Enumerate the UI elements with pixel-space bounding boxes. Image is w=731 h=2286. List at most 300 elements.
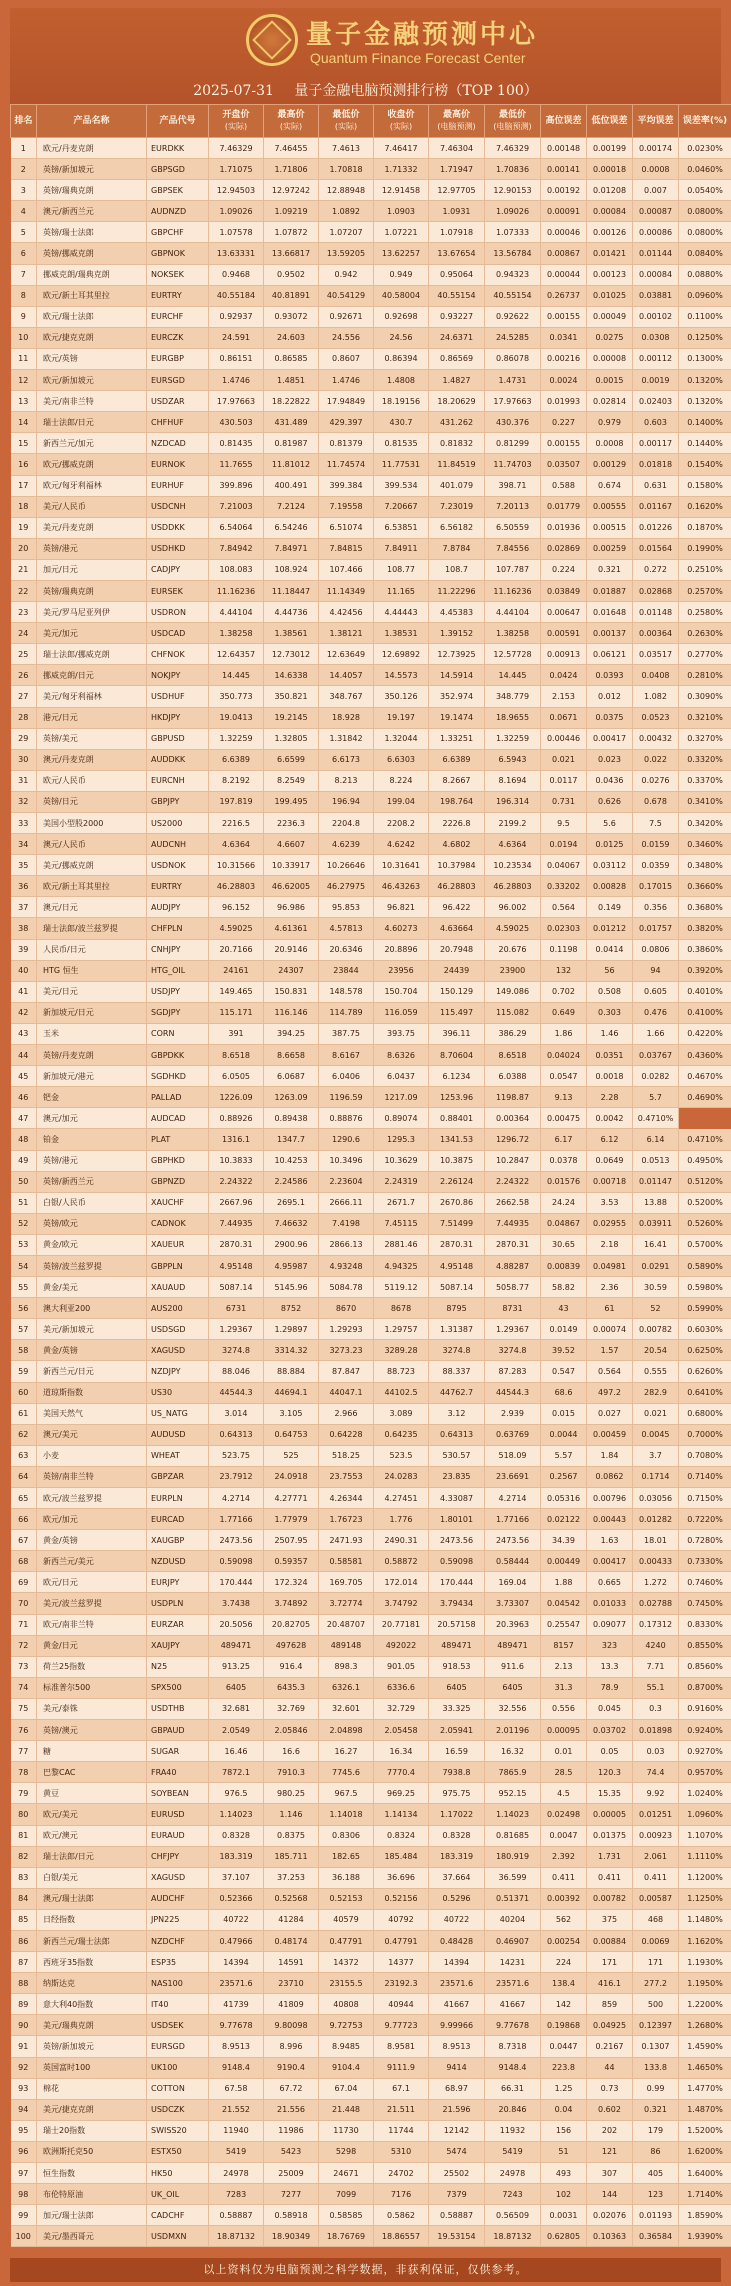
rank-cell: 73 bbox=[11, 1656, 37, 1677]
low-price-cell: 1.29293 bbox=[319, 1319, 374, 1340]
table-row bbox=[11, 1108, 731, 1129]
error-rate-cell: 0.8550% bbox=[679, 1635, 731, 1656]
table-row bbox=[11, 834, 731, 855]
predicted-low-cell: 0.92622 bbox=[485, 306, 541, 327]
table-row bbox=[11, 559, 731, 580]
high-error-cell: 0.02122 bbox=[541, 1509, 587, 1530]
product-code-cell: GBPPLN bbox=[147, 1255, 209, 1276]
avg-error-cell: 0.272 bbox=[633, 559, 679, 580]
predicted-high-cell: 10.37984 bbox=[429, 855, 485, 876]
rank-cell: 87 bbox=[11, 1952, 37, 1973]
rank-cell: 15 bbox=[11, 433, 37, 454]
product-code-cell: EURPLN bbox=[147, 1488, 209, 1509]
rank-cell: 60 bbox=[11, 1382, 37, 1403]
open-price-cell: 10.3833 bbox=[209, 1150, 264, 1171]
close-price-cell: 1.32044 bbox=[374, 728, 429, 749]
close-price-cell: 1.71332 bbox=[374, 159, 429, 180]
high-price-cell: 32.769 bbox=[264, 1698, 319, 1719]
low-error-cell: 0.00515 bbox=[587, 517, 633, 538]
open-price-cell: 4.6364 bbox=[209, 834, 264, 855]
close-price-cell: 20.8896 bbox=[374, 939, 429, 960]
product-code-cell: CNHJPY bbox=[147, 939, 209, 960]
rank-cell: 21 bbox=[11, 559, 37, 580]
high-error-cell: 0.00155 bbox=[541, 306, 587, 327]
low-price-cell: 8670 bbox=[319, 1298, 374, 1319]
brand-name-en: Quantum Finance Forecast Center bbox=[310, 50, 526, 66]
predicted-high-cell: 21.596 bbox=[429, 2099, 485, 2120]
close-price-cell: 1.4808 bbox=[374, 370, 429, 391]
table-row bbox=[11, 1277, 731, 1298]
rank-cell: 92 bbox=[11, 2057, 37, 2078]
high-error-cell: 43 bbox=[541, 1298, 587, 1319]
open-price-cell: 9148.4 bbox=[209, 2057, 264, 2078]
low-price-cell: 3273.23 bbox=[319, 1340, 374, 1361]
rank-cell: 72 bbox=[11, 1635, 37, 1656]
product-name-cell: 美元/瑞典克朗 bbox=[37, 2015, 147, 2036]
avg-error-cell: 0.17015 bbox=[633, 876, 679, 897]
open-price-cell: 44544.3 bbox=[209, 1382, 264, 1403]
rank-cell: 36 bbox=[11, 876, 37, 897]
high-error-cell: 0.0044 bbox=[541, 1424, 587, 1445]
predicted-high-cell: 2870.31 bbox=[429, 1234, 485, 1255]
avg-error-cell: 133.8 bbox=[633, 2057, 679, 2078]
product-code-cell: WHEAT bbox=[147, 1445, 209, 1466]
table-row bbox=[11, 960, 731, 981]
product-name-cell: 澳元/加元 bbox=[37, 1108, 147, 1129]
close-price-cell: 96.821 bbox=[374, 897, 429, 918]
low-error-cell: 0.03112 bbox=[587, 855, 633, 876]
product-code-cell: AUDUSD bbox=[147, 1424, 209, 1445]
rank-cell: 99 bbox=[11, 2205, 37, 2226]
predicted-high-cell: 1.07918 bbox=[429, 222, 485, 243]
predicted-low-cell: 1.14023 bbox=[485, 1804, 541, 1825]
close-price-cell: 24702 bbox=[374, 2163, 429, 2184]
avg-error-cell: 0.00174 bbox=[633, 138, 679, 159]
high-price-cell: 497628 bbox=[264, 1635, 319, 1656]
product-code-cell: USDCNH bbox=[147, 496, 209, 517]
high-price-cell: 431.489 bbox=[264, 412, 319, 433]
product-name-cell: 英镑/日元 bbox=[37, 791, 147, 812]
low-price-cell: 13.59205 bbox=[319, 243, 374, 264]
predicted-high-cell: 12.97705 bbox=[429, 180, 485, 201]
predicted-high-cell: 2.26124 bbox=[429, 1171, 485, 1192]
close-price-cell: 14.5573 bbox=[374, 665, 429, 686]
low-error-cell: 0.00884 bbox=[587, 1930, 633, 1951]
product-name-cell: 意大利40指数 bbox=[37, 1994, 147, 2015]
high-error-cell: 0.731 bbox=[541, 791, 587, 812]
low-price-cell: 20.6346 bbox=[319, 939, 374, 960]
product-name-cell: 美元/波兰兹罗提 bbox=[37, 1593, 147, 1614]
low-error-cell: 0.00718 bbox=[587, 1171, 633, 1192]
rank-cell: 30 bbox=[11, 749, 37, 770]
predicted-high-cell: 530.57 bbox=[429, 1445, 485, 1466]
product-name-cell: 美国小型股2000 bbox=[37, 813, 147, 834]
low-price-cell: 11.14349 bbox=[319, 580, 374, 601]
predicted-low-cell: 6.0388 bbox=[485, 1066, 541, 1087]
avg-error-cell: 7.5 bbox=[633, 813, 679, 834]
open-price-cell: 149.465 bbox=[209, 981, 264, 1002]
low-price-cell: 36.188 bbox=[319, 1867, 374, 1888]
product-code-cell: USDNOK bbox=[147, 855, 209, 876]
predicted-high-cell: 170.444 bbox=[429, 1572, 485, 1593]
product-code-cell: EURCAD bbox=[147, 1509, 209, 1530]
table-row bbox=[11, 1340, 731, 1361]
low-error-cell: 0.012 bbox=[587, 686, 633, 707]
avg-error-cell: 0.0513 bbox=[633, 1150, 679, 1171]
error-rate-cell: 0.0960% bbox=[679, 285, 731, 306]
table-row bbox=[11, 1382, 731, 1403]
open-price-cell: 11.16236 bbox=[209, 580, 264, 601]
open-price-cell: 13.63331 bbox=[209, 243, 264, 264]
predicted-high-cell: 12.73925 bbox=[429, 644, 485, 665]
predicted-low-cell: 1.4731 bbox=[485, 370, 541, 391]
product-code-cell: USDCAD bbox=[147, 623, 209, 644]
high-error-cell: 0.05316 bbox=[541, 1488, 587, 1509]
predicted-high-cell: 108.7 bbox=[429, 559, 485, 580]
predicted-high-cell: 1.39152 bbox=[429, 623, 485, 644]
avg-error-cell: 0.00084 bbox=[633, 264, 679, 285]
low-price-cell: 182.65 bbox=[319, 1846, 374, 1867]
low-price-cell: 6326.1 bbox=[319, 1677, 374, 1698]
open-price-cell: 11940 bbox=[209, 2120, 264, 2141]
avg-error-cell: 0.0045 bbox=[633, 1424, 679, 1445]
predicted-high-cell: 4.95148 bbox=[429, 1255, 485, 1276]
table-row bbox=[11, 370, 731, 391]
avg-error-cell: 0.555 bbox=[633, 1361, 679, 1382]
predicted-high-cell: 975.75 bbox=[429, 1783, 485, 1804]
product-code-cell: NOKJPY bbox=[147, 665, 209, 686]
high-price-cell: 0.9502 bbox=[264, 264, 319, 285]
product-name-cell: 加元/瑞士法郎 bbox=[37, 2205, 147, 2226]
open-price-cell: 11.7655 bbox=[209, 454, 264, 475]
predicted-low-cell: 7243 bbox=[485, 2184, 541, 2205]
close-price-cell: 430.7 bbox=[374, 412, 429, 433]
high-price-cell: 4.44736 bbox=[264, 602, 319, 623]
table-row bbox=[11, 517, 731, 538]
table-row bbox=[11, 1192, 731, 1213]
product-code-cell: SOYBEAN bbox=[147, 1783, 209, 1804]
product-code-cell: XAGUSD bbox=[147, 1340, 209, 1361]
error-rate-cell: 0.6250% bbox=[679, 1340, 731, 1361]
product-name-cell: 英镑/港元 bbox=[37, 1150, 147, 1171]
avg-error-cell: 0.00782 bbox=[633, 1319, 679, 1340]
error-rate-cell: 0.4360% bbox=[679, 1045, 731, 1066]
rank-cell: 41 bbox=[11, 981, 37, 1002]
rank-cell: 54 bbox=[11, 1255, 37, 1276]
predicted-high-cell: 7379 bbox=[429, 2184, 485, 2205]
high-price-cell: 8752 bbox=[264, 1298, 319, 1319]
low-price-cell: 1.4746 bbox=[319, 370, 374, 391]
rank-cell: 76 bbox=[11, 1720, 37, 1741]
high-error-cell: 0.33202 bbox=[541, 876, 587, 897]
table-row bbox=[11, 2099, 731, 2120]
predicted-high-cell: 1.0931 bbox=[429, 201, 485, 222]
high-price-cell: 67.72 bbox=[264, 2078, 319, 2099]
predicted-low-cell: 1.09026 bbox=[485, 201, 541, 222]
high-error-cell: 0.00647 bbox=[541, 602, 587, 623]
close-price-cell: 0.92698 bbox=[374, 306, 429, 327]
avg-error-cell: 0.03911 bbox=[633, 1213, 679, 1234]
product-code-cell: EURTRY bbox=[147, 285, 209, 306]
low-error-cell: 78.9 bbox=[587, 1677, 633, 1698]
predicted-low-cell: 14.445 bbox=[485, 665, 541, 686]
predicted-high-cell: 396.11 bbox=[429, 1023, 485, 1044]
close-price-cell: 199.04 bbox=[374, 791, 429, 812]
low-price-cell: 4.93248 bbox=[319, 1255, 374, 1276]
product-code-cell: USDMXN bbox=[147, 2226, 209, 2247]
open-price-cell: 1.77166 bbox=[209, 1509, 264, 1530]
open-price-cell: 0.64313 bbox=[209, 1424, 264, 1445]
predicted-low-cell: 3.73307 bbox=[485, 1593, 541, 1614]
low-price-cell: 46.27975 bbox=[319, 876, 374, 897]
avg-error-cell: 0.03881 bbox=[633, 285, 679, 306]
high-error-cell: 0.02869 bbox=[541, 538, 587, 559]
high-price-cell: 2236.3 bbox=[264, 813, 319, 834]
predicted-low-cell: 12.57728 bbox=[485, 644, 541, 665]
product-code-cell: UK100 bbox=[147, 2057, 209, 2078]
avg-error-cell: 13.88 bbox=[633, 1192, 679, 1213]
open-price-cell: 913.25 bbox=[209, 1656, 264, 1677]
predicted-low-cell: 169.04 bbox=[485, 1572, 541, 1593]
high-error-cell: 0.015 bbox=[541, 1403, 587, 1424]
open-price-cell: 0.92937 bbox=[209, 306, 264, 327]
table-row bbox=[11, 412, 731, 433]
error-rate-cell: 0.8330% bbox=[679, 1614, 731, 1635]
avg-error-cell: 0.476 bbox=[633, 1002, 679, 1023]
rank-cell: 66 bbox=[11, 1509, 37, 1530]
high-price-cell: 0.89438 bbox=[264, 1108, 319, 1129]
avg-error-cell: 6.14 bbox=[633, 1129, 679, 1150]
product-name-cell: 美元/丹麦克朗 bbox=[37, 517, 147, 538]
predicted-high-cell: 40722 bbox=[429, 1909, 485, 1930]
predicted-low-cell: 398.71 bbox=[485, 475, 541, 496]
ranking-table bbox=[10, 104, 731, 2247]
product-name-cell: 英镑/瑞典克朗 bbox=[37, 180, 147, 201]
avg-error-cell: 0.01818 bbox=[633, 454, 679, 475]
low-price-cell: 2666.11 bbox=[319, 1192, 374, 1213]
rank-cell: 44 bbox=[11, 1045, 37, 1066]
close-price-cell: 12.91458 bbox=[374, 180, 429, 201]
high-error-cell: 132 bbox=[541, 960, 587, 981]
predicted-high-cell: 1.33251 bbox=[429, 728, 485, 749]
high-price-cell: 4.6607 bbox=[264, 834, 319, 855]
high-error-cell: 1.88 bbox=[541, 1572, 587, 1593]
open-price-cell: 37.107 bbox=[209, 1867, 264, 1888]
table-row bbox=[11, 264, 731, 285]
low-price-cell: 7745.6 bbox=[319, 1762, 374, 1783]
product-name-cell: 荷兰25指数 bbox=[37, 1656, 147, 1677]
predicted-high-cell: 20.7948 bbox=[429, 939, 485, 960]
avg-error-cell: 0.0806 bbox=[633, 939, 679, 960]
low-error-cell: 0.00084 bbox=[587, 201, 633, 222]
table-row bbox=[11, 707, 731, 728]
predicted-low-cell: 24.5285 bbox=[485, 327, 541, 348]
high-error-cell: 0.04542 bbox=[541, 1593, 587, 1614]
open-price-cell: 4.59025 bbox=[209, 918, 264, 939]
low-error-cell: 0.00782 bbox=[587, 1888, 633, 1909]
table-row bbox=[11, 1319, 731, 1340]
table-row bbox=[11, 1466, 731, 1487]
high-error-cell: 223.8 bbox=[541, 2057, 587, 2078]
close-price-cell: 32.729 bbox=[374, 1698, 429, 1719]
high-error-cell: 9.5 bbox=[541, 813, 587, 834]
close-price-cell: 6336.6 bbox=[374, 1677, 429, 1698]
avg-error-cell: 0.007 bbox=[633, 180, 679, 201]
error-rate-cell: 0.6260% bbox=[679, 1361, 731, 1382]
high-price-cell: 7.2124 bbox=[264, 496, 319, 517]
rank-cell: 52 bbox=[11, 1213, 37, 1234]
high-error-cell: 562 bbox=[541, 1909, 587, 1930]
low-price-cell: 2.966 bbox=[319, 1403, 374, 1424]
predicted-low-cell: 66.31 bbox=[485, 2078, 541, 2099]
open-price-cell: 67.58 bbox=[209, 2078, 264, 2099]
predicted-low-cell: 7.44935 bbox=[485, 1213, 541, 1234]
product-code-cell: EURCZK bbox=[147, 327, 209, 348]
error-rate-cell: 0.2810% bbox=[679, 665, 731, 686]
error-rate-cell: 1.0240% bbox=[679, 1783, 731, 1804]
error-rate-cell: 1.4590% bbox=[679, 2036, 731, 2057]
table-row bbox=[11, 138, 731, 159]
product-code-cell: GBPCHF bbox=[147, 222, 209, 243]
product-name-cell: 欧元/日元 bbox=[37, 1572, 147, 1593]
low-error-cell: 0.00555 bbox=[587, 496, 633, 517]
table-row bbox=[11, 2015, 731, 2036]
low-error-cell: 1.731 bbox=[587, 1846, 633, 1867]
error-rate-cell: 1.5200% bbox=[679, 2120, 731, 2141]
predicted-low-cell: 18.87132 bbox=[485, 2226, 541, 2247]
high-price-cell: 2695.1 bbox=[264, 1192, 319, 1213]
high-error-cell: 58.82 bbox=[541, 1277, 587, 1298]
avg-error-cell: 0.01282 bbox=[633, 1509, 679, 1530]
product-name-cell: 瑞士法郎/波兰兹罗提 bbox=[37, 918, 147, 939]
high-price-cell: 40.81891 bbox=[264, 285, 319, 306]
predicted-high-cell: 40.55154 bbox=[429, 285, 485, 306]
predicted-high-cell: 3274.8 bbox=[429, 1340, 485, 1361]
product-name-cell: 澳元/日元 bbox=[37, 897, 147, 918]
error-rate-cell: 0.0880% bbox=[679, 264, 731, 285]
product-code-cell: SUGAR bbox=[147, 1741, 209, 1762]
table-row bbox=[11, 2141, 731, 2162]
low-error-cell: 0.00123 bbox=[587, 264, 633, 285]
low-error-cell: 0.303 bbox=[587, 1002, 633, 1023]
table-row bbox=[11, 1720, 731, 1741]
product-code-cell: CADNOK bbox=[147, 1213, 209, 1234]
high-error-cell: 0.564 bbox=[541, 897, 587, 918]
rank-cell: 70 bbox=[11, 1593, 37, 1614]
avg-error-cell: 0.356 bbox=[633, 897, 679, 918]
close-price-cell: 2.05458 bbox=[374, 1720, 429, 1741]
avg-error-cell: 0.0276 bbox=[633, 770, 679, 791]
table-row bbox=[11, 159, 731, 180]
error-rate-cell: 0.1990% bbox=[679, 538, 731, 559]
avg-error-cell: 0.17312 bbox=[633, 1614, 679, 1635]
product-name-cell: 新西兰元/加元 bbox=[37, 433, 147, 454]
product-code-cell: USDCZK bbox=[147, 2099, 209, 2120]
rank-cell: 100 bbox=[11, 2226, 37, 2247]
low-price-cell: 3.72774 bbox=[319, 1593, 374, 1614]
low-price-cell: 0.88876 bbox=[319, 1108, 374, 1129]
low-price-cell: 107.466 bbox=[319, 559, 374, 580]
predicted-low-cell: 107.787 bbox=[485, 559, 541, 580]
table-row bbox=[11, 1656, 731, 1677]
close-price-cell: 7.84911 bbox=[374, 538, 429, 559]
table-row bbox=[11, 1825, 731, 1846]
open-price-cell: 1226.09 bbox=[209, 1087, 264, 1108]
high-price-cell: 1.09219 bbox=[264, 201, 319, 222]
predicted-low-cell: 23571.6 bbox=[485, 1973, 541, 1994]
product-code-cell: XAUEUR bbox=[147, 1234, 209, 1255]
predicted-low-cell: 180.919 bbox=[485, 1846, 541, 1867]
rank-cell: 40 bbox=[11, 960, 37, 981]
product-name-cell: 西班牙35指数 bbox=[37, 1952, 147, 1973]
product-code-cell: AUDCAD bbox=[147, 1108, 209, 1129]
product-code-cell: AUDJPY bbox=[147, 897, 209, 918]
column-header-label: 高位误差 bbox=[545, 116, 582, 126]
open-price-cell: 1.14023 bbox=[209, 1804, 264, 1825]
high-error-cell: 0.03507 bbox=[541, 454, 587, 475]
predicted-low-cell: 0.81685 bbox=[485, 1825, 541, 1846]
avg-error-cell: 0.00432 bbox=[633, 728, 679, 749]
predicted-high-cell: 41667 bbox=[429, 1994, 485, 2015]
close-price-cell: 393.75 bbox=[374, 1023, 429, 1044]
predicted-low-cell: 3274.8 bbox=[485, 1340, 541, 1361]
product-code-cell: USDTHB bbox=[147, 1698, 209, 1719]
predicted-high-cell: 13.67654 bbox=[429, 243, 485, 264]
avg-error-cell: 0.0159 bbox=[633, 834, 679, 855]
high-price-cell: 46.62005 bbox=[264, 876, 319, 897]
rank-cell: 29 bbox=[11, 728, 37, 749]
rank-cell: 45 bbox=[11, 1066, 37, 1087]
error-rate-cell: 0.3680% bbox=[679, 897, 731, 918]
column-header-label: 误差率(%) bbox=[682, 116, 728, 126]
low-price-cell: 169.705 bbox=[319, 1572, 374, 1593]
high-price-cell: 1.38561 bbox=[264, 623, 319, 644]
avg-error-cell: 0.01251 bbox=[633, 1804, 679, 1825]
low-error-cell: 0.00828 bbox=[587, 876, 633, 897]
low-price-cell: 4.26344 bbox=[319, 1488, 374, 1509]
table-row bbox=[11, 2036, 731, 2057]
low-error-cell: 144 bbox=[587, 2184, 633, 2205]
rank-cell: 3 bbox=[11, 180, 37, 201]
error-rate-cell: 0.5200% bbox=[679, 1192, 731, 1213]
table-row bbox=[11, 1066, 731, 1087]
product-code-cell: EURUSD bbox=[147, 1804, 209, 1825]
product-code-cell: SWISS20 bbox=[147, 2120, 209, 2141]
avg-error-cell: 0.0282 bbox=[633, 1066, 679, 1087]
table-row bbox=[11, 897, 731, 918]
table-row bbox=[11, 1298, 731, 1319]
table-row bbox=[11, 1593, 731, 1614]
high-error-cell: 0.00091 bbox=[541, 201, 587, 222]
low-error-cell: 0.00796 bbox=[587, 1488, 633, 1509]
avg-error-cell: 4240 bbox=[633, 1635, 679, 1656]
low-price-cell: 7099 bbox=[319, 2184, 374, 2205]
low-price-cell: 10.3496 bbox=[319, 1150, 374, 1171]
rank-cell: 22 bbox=[11, 580, 37, 601]
predicted-low-cell: 5058.77 bbox=[485, 1277, 541, 1298]
product-code-cell: NOKSEK bbox=[147, 264, 209, 285]
error-rate-cell: 0.9270% bbox=[679, 1741, 731, 1762]
table-row bbox=[11, 1614, 731, 1635]
product-name-cell: 澳大利亚200 bbox=[37, 1298, 147, 1319]
low-price-cell: 1196.59 bbox=[319, 1087, 374, 1108]
low-error-cell: 0.0375 bbox=[587, 707, 633, 728]
table-row bbox=[11, 1930, 731, 1951]
product-code-cell: SGDJPY bbox=[147, 1002, 209, 1023]
product-code-cell: SGDHKD bbox=[147, 1066, 209, 1087]
product-code-cell: GBPSGD bbox=[147, 159, 209, 180]
product-code-cell: GBPAUD bbox=[147, 1720, 209, 1741]
